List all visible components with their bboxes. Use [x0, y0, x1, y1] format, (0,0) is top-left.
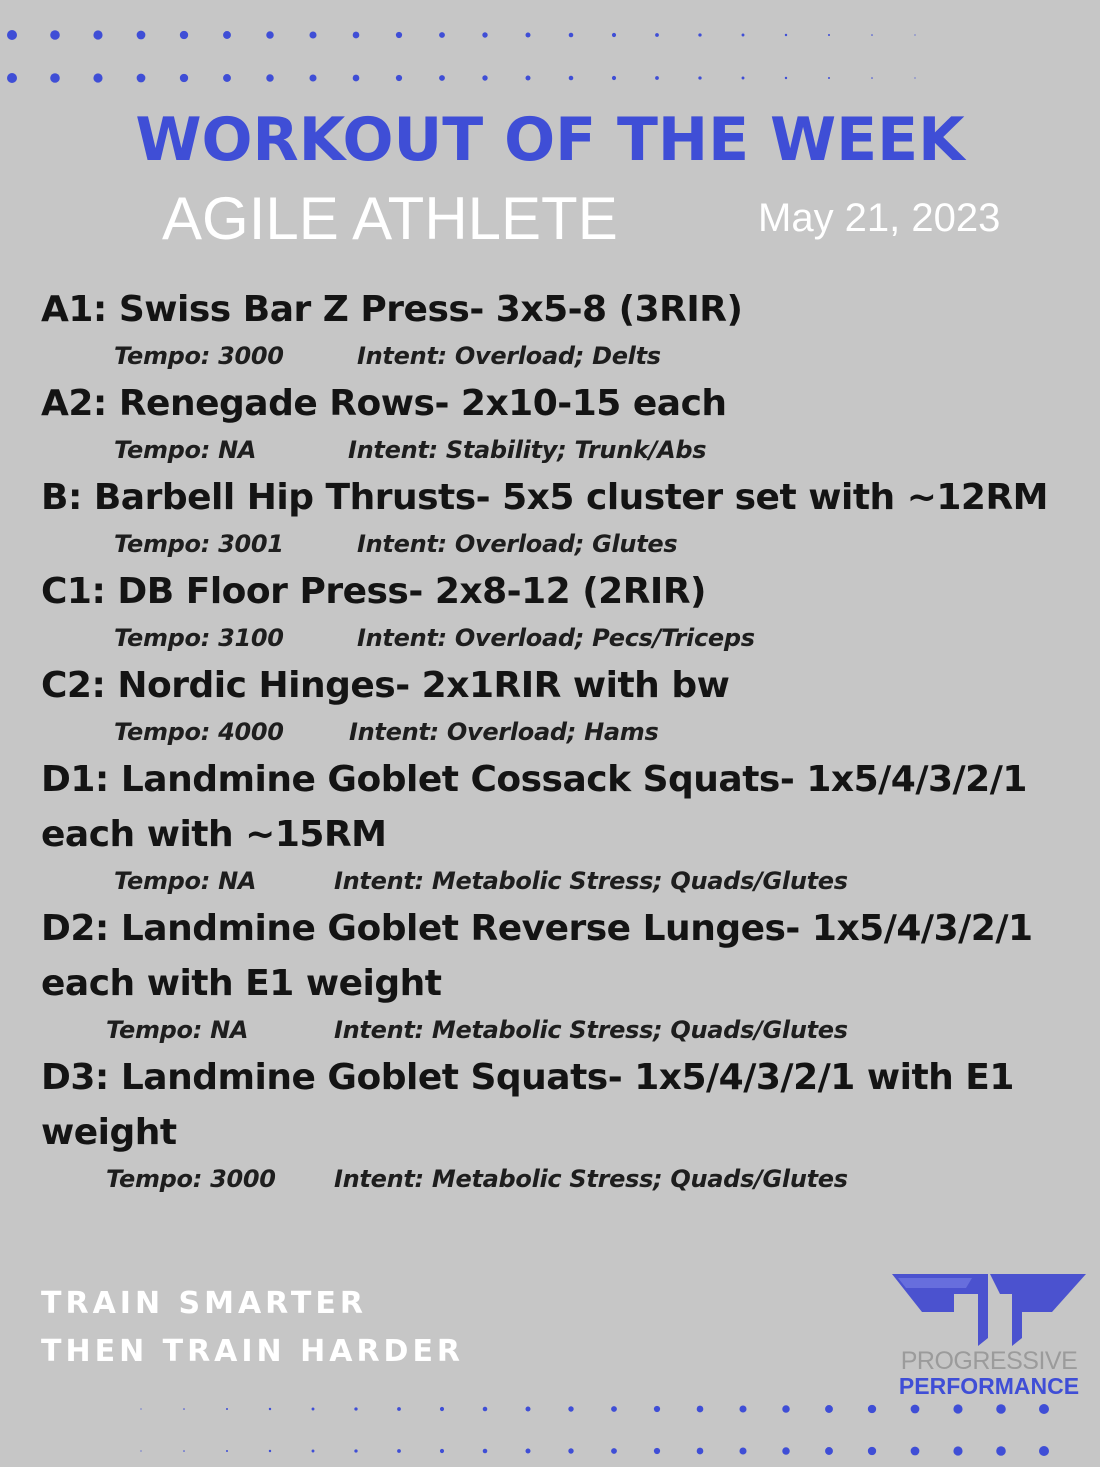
exercise-name: D2: Landmine Goblet Reverse Lunges- 1x5/4/3/2/1 each with E1 weight [41, 908, 1033, 1004]
exercise-item [41, 752, 1081, 901]
exercise-intent: Intent: Metabolic Stress; Quads/Glutes [334, 867, 848, 895]
exercise-intent: Intent: Overload; Hams [349, 718, 659, 746]
exercise-name: C1: DB Floor Press- 2x8-12 (2RIR) [41, 571, 707, 612]
exercise-tempo: Tempo: NA [106, 1016, 249, 1044]
exercise-tempo: Tempo: 3100 [114, 624, 284, 652]
exercise-name: D1: Landmine Goblet Cossack Squats- 1x5/4/3/2/1 each with ~15RM [41, 759, 1027, 855]
slogan-line-2: THEN TRAIN HARDER [41, 1334, 465, 1369]
exercise-tempo: Tempo: 3000 [106, 1165, 276, 1193]
exercise-name: A1: Swiss Bar Z Press- 3x5-8 (3RIR) [41, 289, 743, 330]
exercise-details [41, 525, 1081, 564]
date-label: May 21, 2023 [758, 196, 1001, 240]
brand-logo-mark-icon [892, 1274, 1086, 1346]
exercise-details [41, 862, 1081, 901]
exercise-intent: Intent: Metabolic Stress; Quads/Glutes [334, 1016, 848, 1044]
exercise-intent: Intent: Overload; Delts [357, 342, 661, 370]
exercise-item [41, 658, 1081, 752]
slogan [41, 1280, 464, 1376]
exercise-item [41, 564, 1081, 658]
exercise-item [41, 282, 1081, 376]
logo-text-progressive: PROGRESSIVE [900, 1347, 1078, 1375]
exercise-list [41, 282, 1081, 1199]
exercise-item [41, 1050, 1081, 1199]
exercise-details [41, 1011, 1081, 1050]
exercise-item [41, 901, 1081, 1050]
exercise-tempo: Tempo: 3000 [114, 342, 284, 370]
exercise-tempo: Tempo: 4000 [114, 718, 284, 746]
exercise-name: C2: Nordic Hinges- 2x1RIR with bw [41, 665, 730, 706]
exercise-intent: Intent: Overload; Pecs/Triceps [357, 624, 755, 652]
page-subtitle: AGILE ATHLETE [162, 185, 618, 252]
exercise-details [41, 431, 1081, 470]
exercise-details [41, 1160, 1081, 1199]
logo-text-performance: PERFORMANCE [898, 1373, 1080, 1399]
exercise-name: D3: Landmine Goblet Squats- 1x5/4/3/2/1 with E1 weight [41, 1057, 1014, 1153]
exercise-item [41, 376, 1081, 470]
exercise-details [41, 619, 1081, 658]
exercise-name: A2: Renegade Rows- 2x10-15 each [41, 383, 727, 424]
slogan-line-1: TRAIN SMARTER [41, 1286, 367, 1321]
exercise-item [41, 470, 1081, 564]
exercise-tempo: Tempo: NA [114, 867, 257, 895]
exercise-details [41, 713, 1081, 752]
exercise-name: B: Barbell Hip Thrusts- 5x5 cluster set with ~12RM [41, 477, 1048, 518]
exercise-details [41, 337, 1081, 376]
exercise-intent: Intent: Stability; Trunk/Abs [348, 436, 707, 464]
exercise-intent: Intent: Metabolic Stress; Quads/Glutes [334, 1165, 848, 1193]
page-title: WORKOUT OF THE WEEK [135, 105, 965, 175]
exercise-intent: Intent: Overload; Glutes [357, 530, 678, 558]
brand-logo [886, 1272, 1092, 1402]
exercise-tempo: Tempo: NA [114, 436, 257, 464]
exercise-tempo: Tempo: 3001 [114, 530, 284, 558]
